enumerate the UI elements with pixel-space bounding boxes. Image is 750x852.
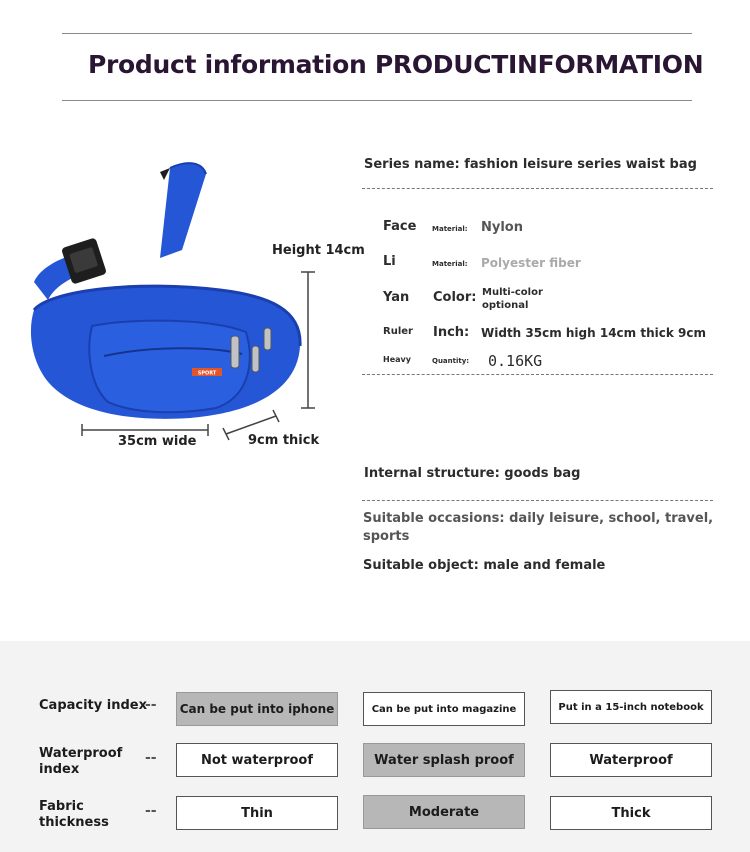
row-dash: -- [145, 803, 157, 819]
row-dash: -- [145, 750, 157, 766]
spec-face-label: Face [383, 219, 417, 234]
fabric-thickness-label-line-2: thickness [39, 815, 109, 830]
waist-bag-image [20, 150, 340, 450]
spec-face-value: Nylon [481, 220, 523, 235]
thickness-option-moderate: Moderate [363, 795, 525, 829]
suitable-occasions-line-2: sports [363, 529, 410, 544]
series-name: Series name: fashion leisure series waist bag [364, 157, 697, 172]
spec-yan-value-1: Multi-color [482, 287, 543, 298]
thickness-option-thick: Thick [550, 796, 712, 830]
capacity-option-magazine: Can be put into magazine [363, 692, 525, 726]
capacity-option-notebook: Put in a 15-inch notebook [550, 690, 712, 724]
divider [362, 500, 713, 501]
suitable-object: Suitable object: male and female [363, 558, 606, 573]
waterproof-index-label-line-2: index [39, 762, 80, 777]
capacity-index-label: Capacity index [39, 698, 147, 713]
header-rule-top [62, 33, 692, 34]
spec-yan-value-2: optional [482, 300, 529, 311]
spec-ruler-label: Ruler [383, 326, 413, 337]
fabric-thickness-label-line-1: Fabric [39, 799, 84, 814]
spec-li-value: Polyester fiber [481, 256, 581, 270]
waterproof-index-label-line-1: Waterproof [39, 746, 123, 761]
spec-yan-sub: Color: [433, 290, 477, 305]
spec-li-label: Li [383, 254, 396, 269]
height-label: Height 14cm [272, 243, 365, 258]
spec-heavy-value: 0.16KG [488, 352, 543, 370]
spec-yan-label: Yan [383, 290, 410, 305]
spec-heavy-label: Heavy [383, 355, 411, 364]
spec-face-sub: Material: [432, 225, 468, 233]
suitable-occasions-line-1: Suitable occasions: daily leisure, school, travel, [363, 511, 714, 526]
width-label: 35cm wide [118, 434, 197, 449]
thickness-option-thin: Thin [176, 796, 338, 830]
waterproof-option-none: Not waterproof [176, 743, 338, 777]
logo-text: SPORT [197, 370, 217, 377]
header-rule-bottom [62, 100, 692, 101]
spec-ruler-value: Width 35cm high 14cm thick 9cm [481, 326, 706, 340]
spec-heavy-sub: Quantity: [432, 357, 470, 365]
page-title: Product information PRODUCTINFORMATION [88, 50, 704, 79]
spec-li-sub: Material: [432, 260, 468, 268]
internal-structure: Internal structure: goods bag [364, 466, 581, 481]
thickness-label: 9cm thick [248, 433, 320, 448]
waterproof-option-splash: Water splash proof [363, 743, 525, 777]
capacity-option-iphone: Can be put into iphone [176, 692, 338, 726]
divider [362, 374, 713, 375]
waterproof-option-full: Waterproof [550, 743, 712, 777]
divider [362, 188, 713, 189]
row-dash: -- [145, 697, 157, 713]
spec-ruler-sub: Inch: [433, 325, 470, 340]
